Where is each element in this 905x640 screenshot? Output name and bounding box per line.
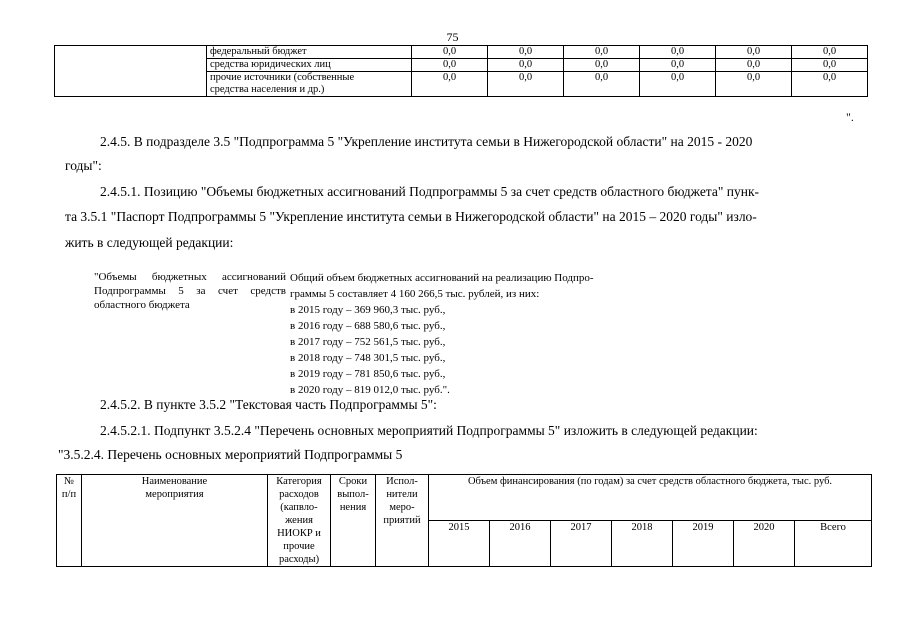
header-text: Испол-: [386, 476, 418, 487]
budget-line: в 2017 году – 752 561,5 тыс. руб.,: [290, 336, 446, 348]
source-line: средства населения и др.): [210, 84, 325, 95]
value-cell: 0,0: [716, 72, 792, 97]
source-cell: федеральный бюджет: [207, 46, 412, 59]
budget-line: в 2018 году – 748 301,5 тыс. руб.,: [290, 352, 446, 364]
value-cell: 0,0: [412, 46, 488, 59]
value-cell: 0,0: [716, 59, 792, 72]
budget-block-label: "Объемы бюджетных ассигнований Подпрограммы 5 за счет средств областного бюджета: [94, 271, 286, 311]
header-text: меро-: [389, 502, 415, 513]
source-cell: [207, 72, 412, 97]
year-2017: 2017: [551, 521, 612, 567]
header-text: расходы): [278, 554, 320, 565]
paragraph-2452: 2.4.5.2. В пункте 3.5.2 "Текстовая часть Подпрограммы 5":: [100, 397, 437, 412]
header-terms: [331, 475, 376, 567]
value-cell: 0,0: [640, 46, 716, 59]
header-text: выпол-: [337, 489, 369, 500]
value-cell: 0,0: [488, 72, 564, 97]
header-text: жения: [285, 515, 313, 526]
table-row: [55, 46, 868, 59]
value-cell: 0,0: [412, 72, 488, 97]
paragraph-2451-line2: та 3.5.1 "Паспорт Подпрограммы 5 "Укрепление института семьи в Нижегородской области" на 2015 – 2020 годы" изло-: [65, 209, 757, 224]
paragraph-24521: 2.4.5.2.1. Подпункт 3.5.2.4 "Перечень основных мероприятий Подпрограммы 5" изложить в следующей редакции:: [100, 423, 758, 438]
year-2016: 2016: [490, 521, 551, 567]
activities-table-header: [56, 474, 872, 567]
header-text: №: [63, 476, 75, 487]
header-financing: Объем финансирования (по годам) за счет средств областного бюджета, тыс. руб.: [429, 475, 872, 521]
paragraph-2451-line3: жить в следующей редакции:: [65, 235, 234, 250]
header-text: Наименование: [141, 476, 208, 487]
budget-line: Общий объем бюджетных ассигнований на реализацию Подпро-: [290, 272, 594, 284]
year-total: Всего: [795, 521, 872, 567]
paragraph-2451-line1: 2.4.5.1. Позицию "Объемы бюджетных ассигнований Подпрограммы 5 за счет средств областного бюджета" пунк-: [100, 184, 760, 199]
budget-line: в 2015 году – 369 960,3 тыс. руб.,: [290, 304, 446, 316]
header-text: мероприятия: [145, 489, 204, 500]
header-executors: [376, 475, 429, 567]
header-text: Категория: [276, 476, 322, 487]
value-cell: 0,0: [412, 59, 488, 72]
value-cell: 0,0: [792, 46, 868, 59]
budget-line: в 2016 году – 688 580,6 тыс. руб.,: [290, 320, 446, 332]
budget-block-text: [290, 270, 670, 398]
header-text: п/п: [61, 489, 77, 500]
header-category: [268, 475, 331, 567]
budget-line: граммы 5 составляет 4 160 266,5 тыс. рублей, из них:: [290, 288, 540, 300]
budget-line: в 2019 году – 781 850,6 тыс. руб.,: [290, 368, 446, 380]
page-number: 75: [446, 30, 459, 44]
header-text: нения: [339, 502, 367, 513]
budget-line: в 2020 году – 819 012,0 тыс. руб.".: [290, 384, 450, 396]
header-num: [57, 475, 82, 567]
header-text: расходов: [279, 489, 319, 500]
source-cell: средства юридических лиц: [207, 59, 412, 72]
value-cell: 0,0: [640, 72, 716, 97]
header-text: прочие: [283, 541, 315, 552]
value-cell: 0,0: [640, 59, 716, 72]
empty-cell: [55, 46, 207, 97]
paragraph-245-line1: 2.4.5. В подразделе 3.5 "Подпрограмма 5 "Укрепление института семьи в Нижегородской области" на 2015 - 2020: [100, 134, 753, 149]
value-cell: 0,0: [716, 46, 792, 59]
closing-quote: ".: [846, 110, 854, 124]
value-cell: 0,0: [488, 59, 564, 72]
funding-continuation-table: [54, 45, 868, 97]
value-cell: 0,0: [564, 72, 640, 97]
value-cell: 0,0: [564, 46, 640, 59]
value-cell: 0,0: [564, 59, 640, 72]
header-text: Сроки: [338, 476, 368, 487]
header-name: [82, 475, 268, 567]
source-line: прочие источники (собственные: [210, 72, 355, 83]
header-text: НИОКР и: [277, 528, 321, 539]
header-text: (капвло-: [280, 502, 318, 513]
year-2020: 2020: [734, 521, 795, 567]
header-text: приятий: [383, 515, 421, 526]
year-2015: 2015: [429, 521, 490, 567]
year-2019: 2019: [673, 521, 734, 567]
value-cell: 0,0: [488, 46, 564, 59]
header-row: [57, 475, 872, 521]
paragraph-245-line2: годы":: [65, 158, 102, 173]
year-2018: 2018: [612, 521, 673, 567]
value-cell: 0,0: [792, 59, 868, 72]
paragraph-3524: "3.5.2.4. Перечень основных мероприятий Подпрограммы 5: [58, 447, 403, 462]
header-text: нители: [386, 489, 418, 500]
value-cell: 0,0: [792, 72, 868, 97]
